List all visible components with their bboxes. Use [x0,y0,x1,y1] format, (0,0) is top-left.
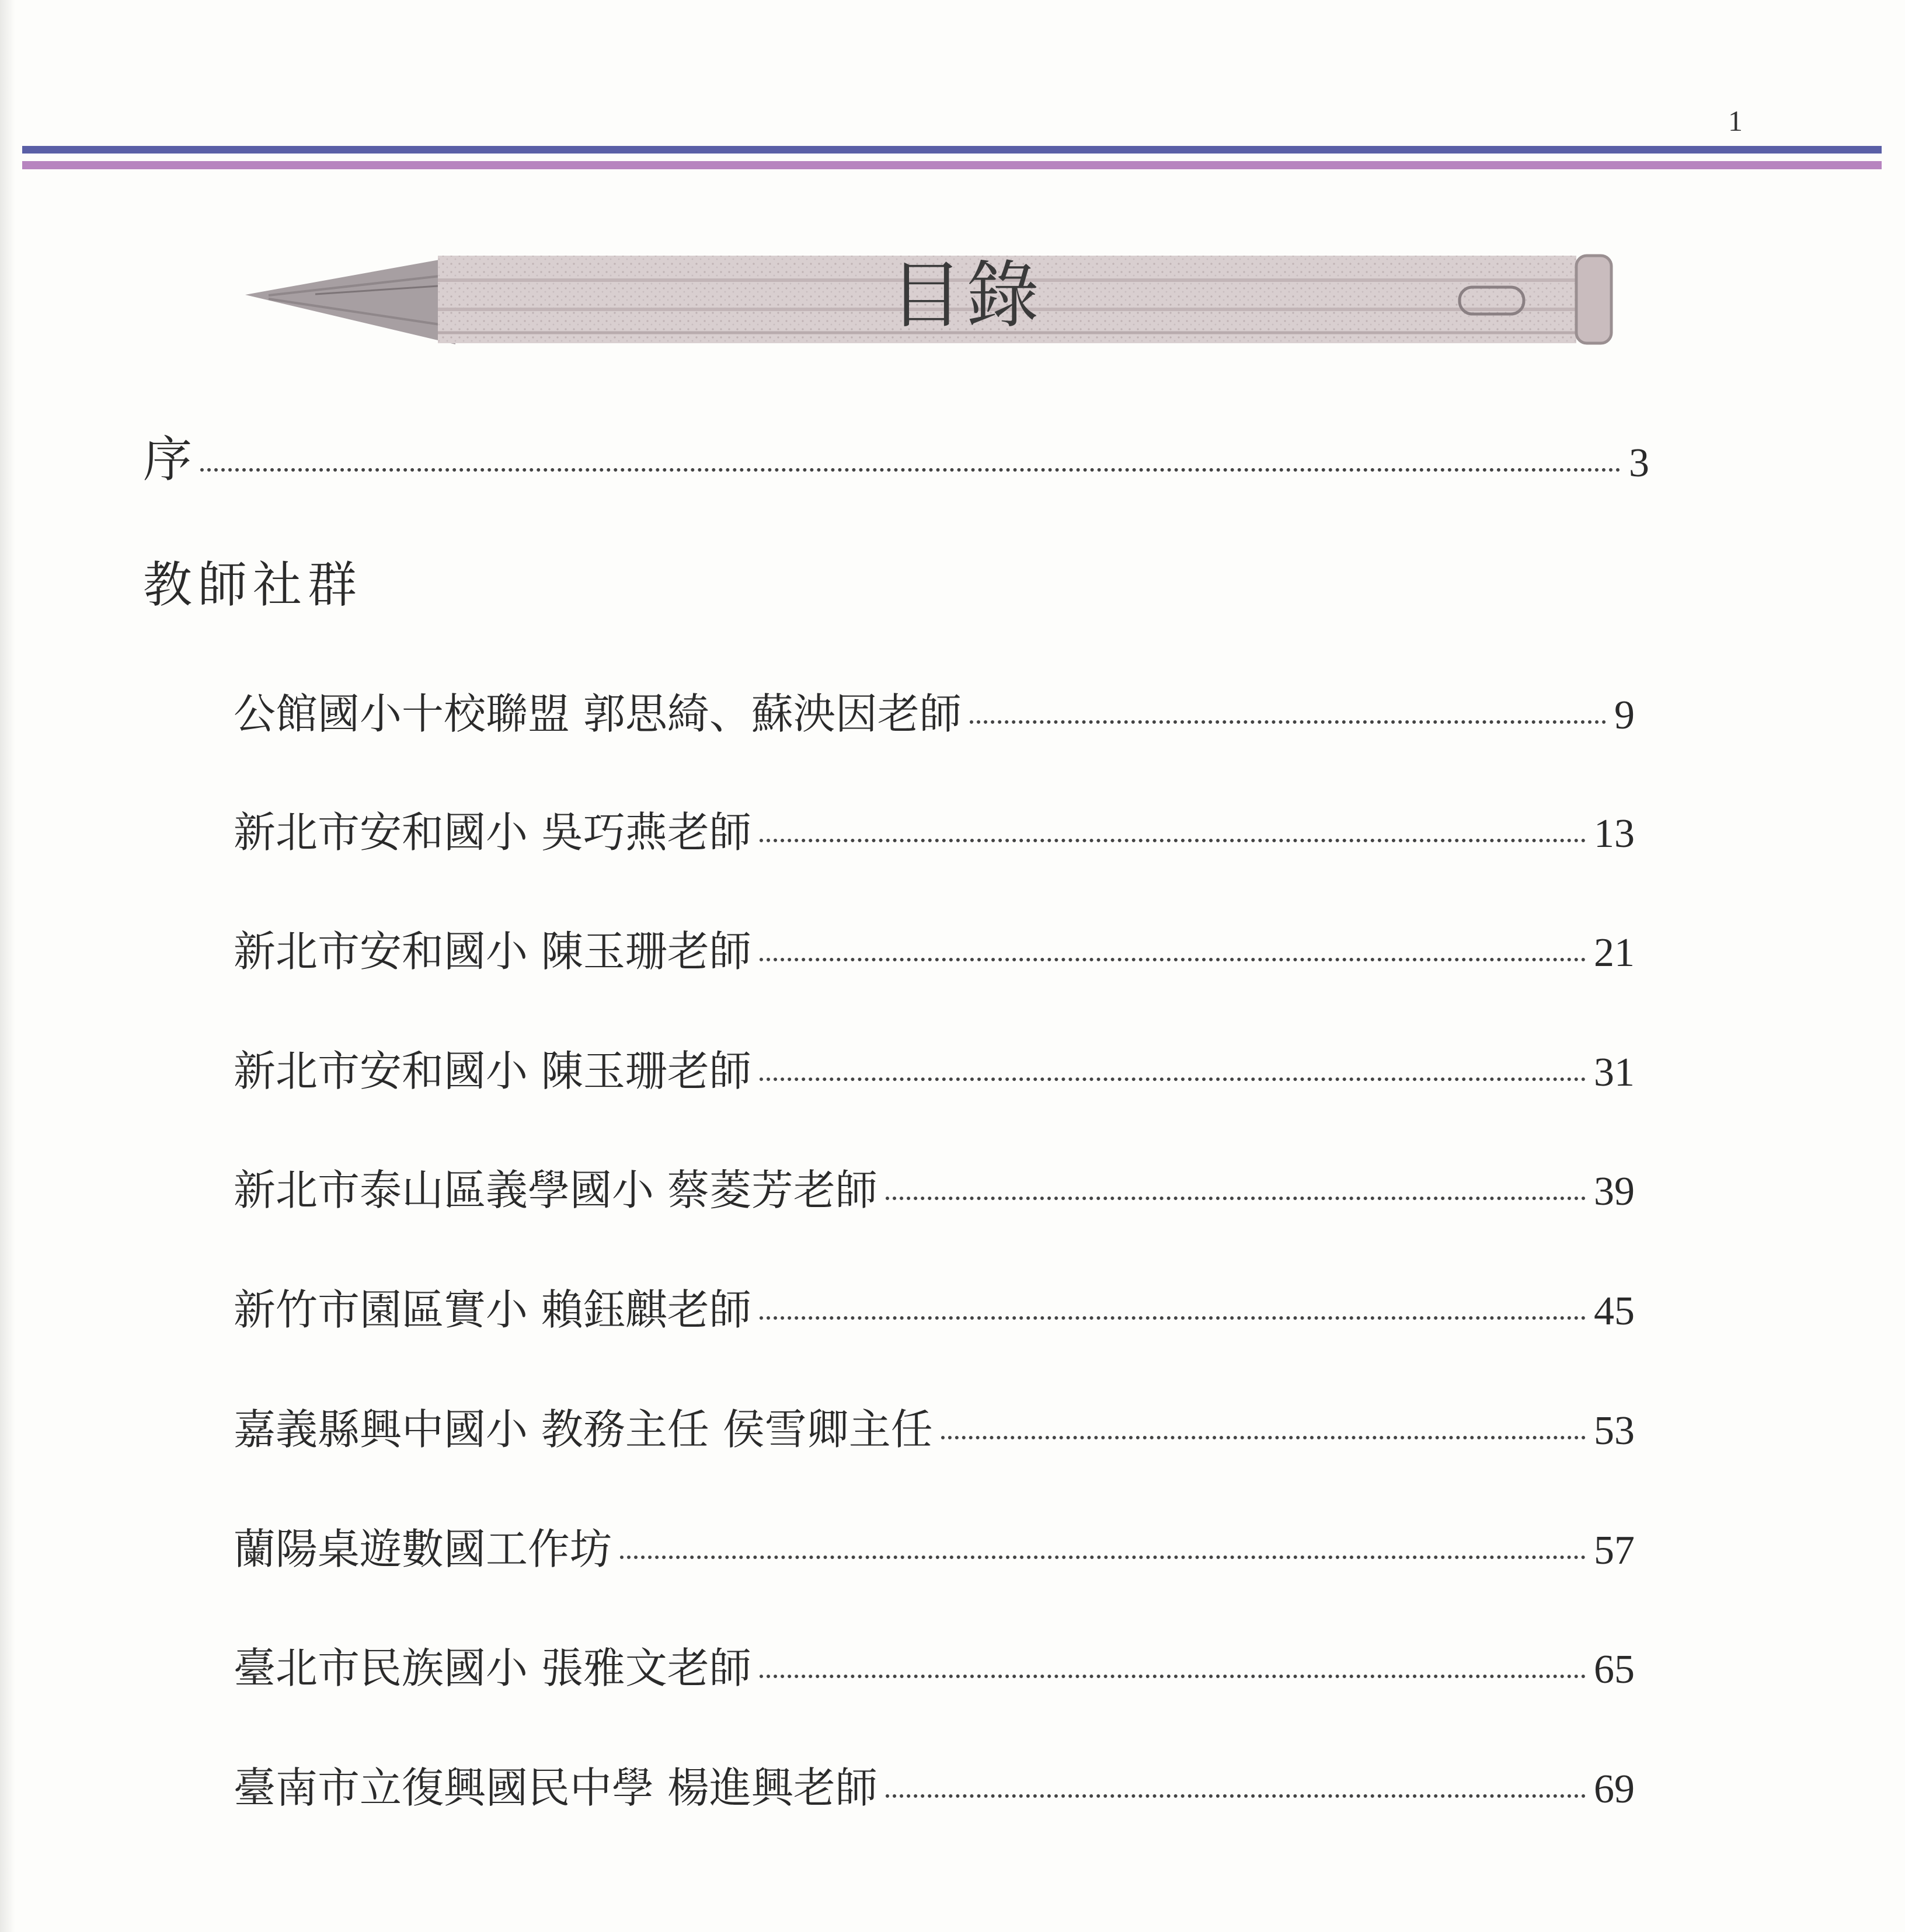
toc-leader [941,1436,1586,1439]
toc-entry-label: 公館國小十校聯盟 郭思綺、蘇泱因老師 [234,689,962,738]
scan-edge [0,0,15,1932]
toc-entry-label: 嘉義縣興中國小 教務主任 侯雪卿主任 [234,1405,933,1454]
toc-preface[interactable] [143,420,1649,491]
toc-entry-label: 臺南市立復興國民中學 楊進興老師 [234,1763,877,1812]
toc-leader [760,958,1586,961]
toc-leader [760,1316,1586,1320]
toc-preface-page: 3 [1629,441,1649,486]
toc-entry[interactable] [234,1515,1635,1576]
pencil-end [1576,256,1611,343]
toc-entry-label: 新北市安和國小 陳玉珊老師 [234,1047,751,1096]
toc-leader [200,468,1621,472]
toc-entry-page: 9 [1614,693,1635,738]
toc-entry[interactable] [234,1276,1635,1337]
toc-leader [886,1794,1586,1798]
toc-entry-label: 新竹市園區實小 賴鈺麒老師 [234,1285,751,1334]
toc-entry[interactable] [234,1037,1635,1098]
toc-entry-page: 31 [1594,1050,1635,1095]
toc-entry-page: 69 [1594,1767,1635,1812]
toc-title: 目錄 [890,253,1043,338]
header-rule-top [22,146,1882,154]
toc-leader [760,1077,1586,1081]
toc-entry-label: 新北市安和國小 吳巧燕老師 [234,808,751,857]
toc-entry-page: 45 [1594,1289,1635,1334]
page-number: 1 [1728,104,1743,137]
toc-entry[interactable] [234,798,1635,859]
toc-entry[interactable] [234,1396,1635,1456]
toc-entry-page: 53 [1594,1408,1635,1453]
toc-leader [760,1675,1586,1678]
toc-entry-label: 蘭陽桌遊數國工作坊 [234,1525,612,1574]
toc-leader [970,720,1606,724]
toc-entry-page: 21 [1594,930,1635,975]
toc-leader [886,1197,1586,1200]
toc-entry[interactable] [234,1754,1635,1815]
section-heading: 教師社群 [143,556,363,613]
toc-entry[interactable] [234,1634,1635,1695]
toc-entry-label: 臺北市民族國小 張雅文老師 [234,1644,751,1693]
toc-entry-page: 65 [1594,1647,1635,1692]
toc-entry-label: 新北市泰山區義學國小 蔡菱芳老師 [234,1166,877,1215]
header-rule-bottom [22,161,1882,169]
toc-entry-label: 新北市安和國小 陳玉珊老師 [234,927,751,976]
toc-leader [620,1556,1586,1559]
toc-entry[interactable] [234,1156,1635,1217]
toc-entry-page: 57 [1594,1528,1635,1573]
toc-entry-page: 13 [1594,811,1635,856]
toc-preface-label: 序 [143,431,193,488]
toc-entry-page: 39 [1594,1169,1635,1214]
toc-leader [760,839,1586,842]
toc-entry[interactable] [234,680,1635,741]
toc-entry[interactable] [234,918,1635,978]
